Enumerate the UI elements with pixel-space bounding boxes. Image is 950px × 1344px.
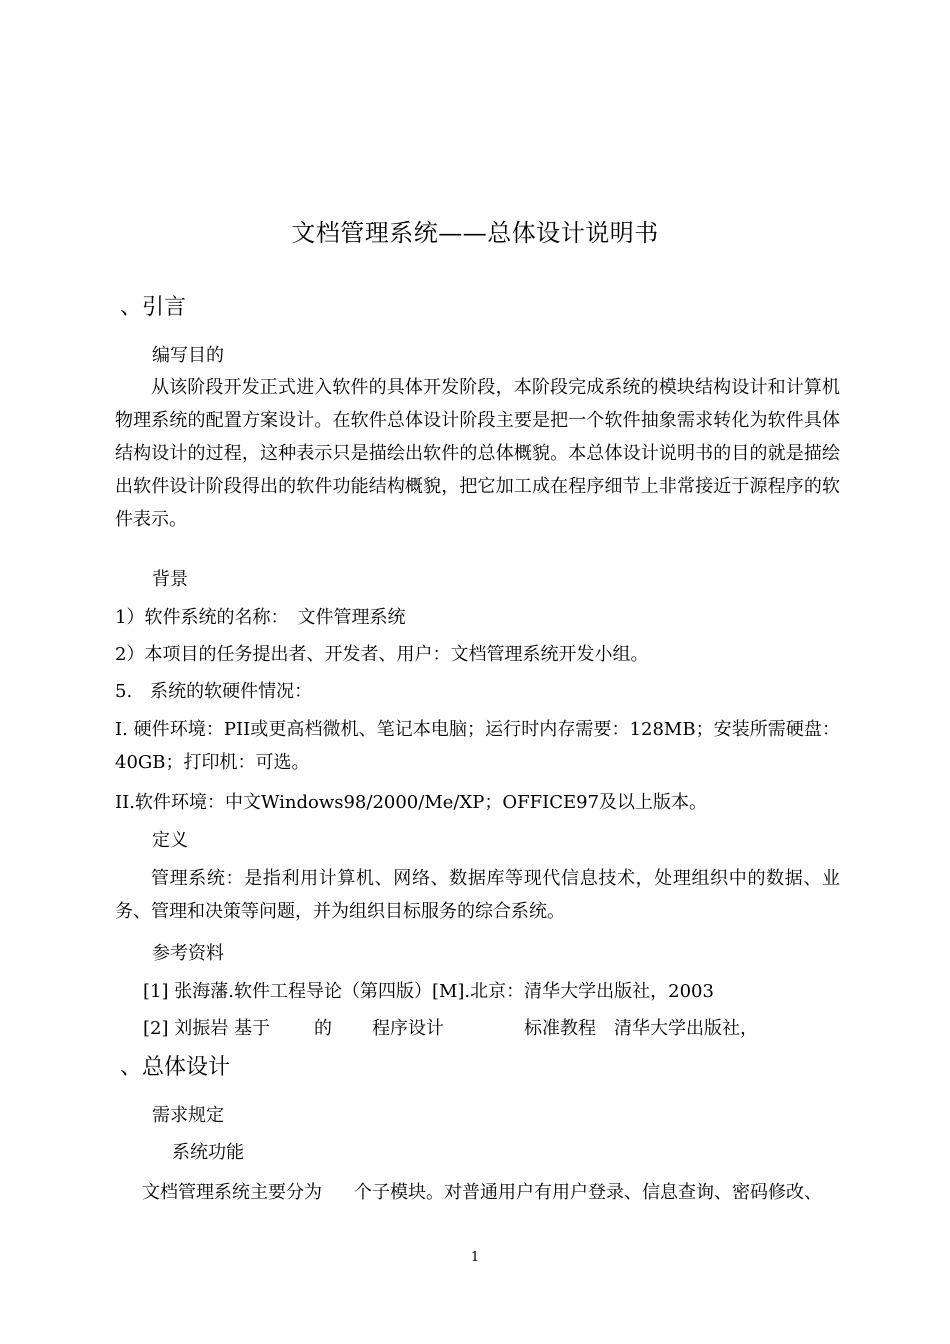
functions-text-a: 文档管理系统主要分为 bbox=[142, 1182, 322, 1203]
reference-2-part-c: 程序设计 bbox=[371, 1018, 444, 1039]
reference-1: [1] 张海藩.软件工程导论（第四版）[M].北京：清华大学出版社，2003 bbox=[143, 981, 714, 1002]
background-item-1: 1）软件系统的名称： 文件管理系统 bbox=[115, 607, 406, 628]
background-item-3: 5. 系统的软硬件情况： bbox=[115, 681, 313, 702]
page-number: 1 bbox=[470, 1250, 480, 1265]
subheading-definition: 定义 bbox=[152, 830, 188, 851]
reference-2-part-a: [2] 刘振岩 基于 bbox=[143, 1018, 270, 1039]
section-heading-introduction: 、引言 bbox=[120, 295, 187, 320]
section-heading-overall-design: 、总体设计 bbox=[120, 1055, 231, 1080]
subheading-requirements: 需求规定 bbox=[152, 1105, 224, 1126]
definition-paragraph: 管理系统：是指利用计算机、网络、数据库等现代信息技术，处理组织中的数据、业务、管理和决策等问题，并为组织目标服务的综合系统。 bbox=[115, 868, 840, 922]
functions-paragraph bbox=[142, 1181, 822, 1205]
subheading-references: 参考资料 bbox=[152, 943, 224, 964]
purpose-paragraph: 从该阶段开发正式进入软件的具体开发阶段，本阶段完成系统的模块结构设计和计算机物理系统的配置方案设计。在软件总体设计阶段主要是把一个软件抽象需求转化为软件具体结构设计的过程，这种表示只是描绘出软件的总体概貌。本总体设计说明书的目的就是描绘出软件设计阶段得出的软件功能结构概貌，把它加工成在程序细节上非常接近于源程序的软件表示。 bbox=[115, 377, 840, 530]
subheading-background: 背景 bbox=[152, 569, 188, 590]
hardware-environment: I. 硬件环境：PII或更高档微机、笔记本电脑；运行时内存需要：128MB；安装所需硬盘：40GB；打印机：可选。 bbox=[115, 719, 840, 773]
software-environment: II.软件环境：中文Windows98/2000/Me/XP；OFFICE97及以上版本。 bbox=[115, 792, 708, 813]
functions-text-b: 个子模块。对普通用户有用户登录、信息查询、密码修改、 bbox=[354, 1182, 822, 1203]
reference-2-part-b: 的 bbox=[313, 1018, 332, 1039]
reference-2 bbox=[143, 1017, 758, 1041]
subheading-system-functions: 系统功能 bbox=[172, 1142, 244, 1163]
background-item-2: 2）本项目的任务提出者、开发者、用户：文档管理系统开发小组。 bbox=[115, 644, 649, 665]
document-title: 文档管理系统——总体设计说明书 bbox=[291, 219, 659, 247]
reference-2-part-d: 标准教程 清华大学出版社， bbox=[523, 1018, 758, 1039]
subheading-purpose: 编写目的 bbox=[152, 345, 224, 366]
